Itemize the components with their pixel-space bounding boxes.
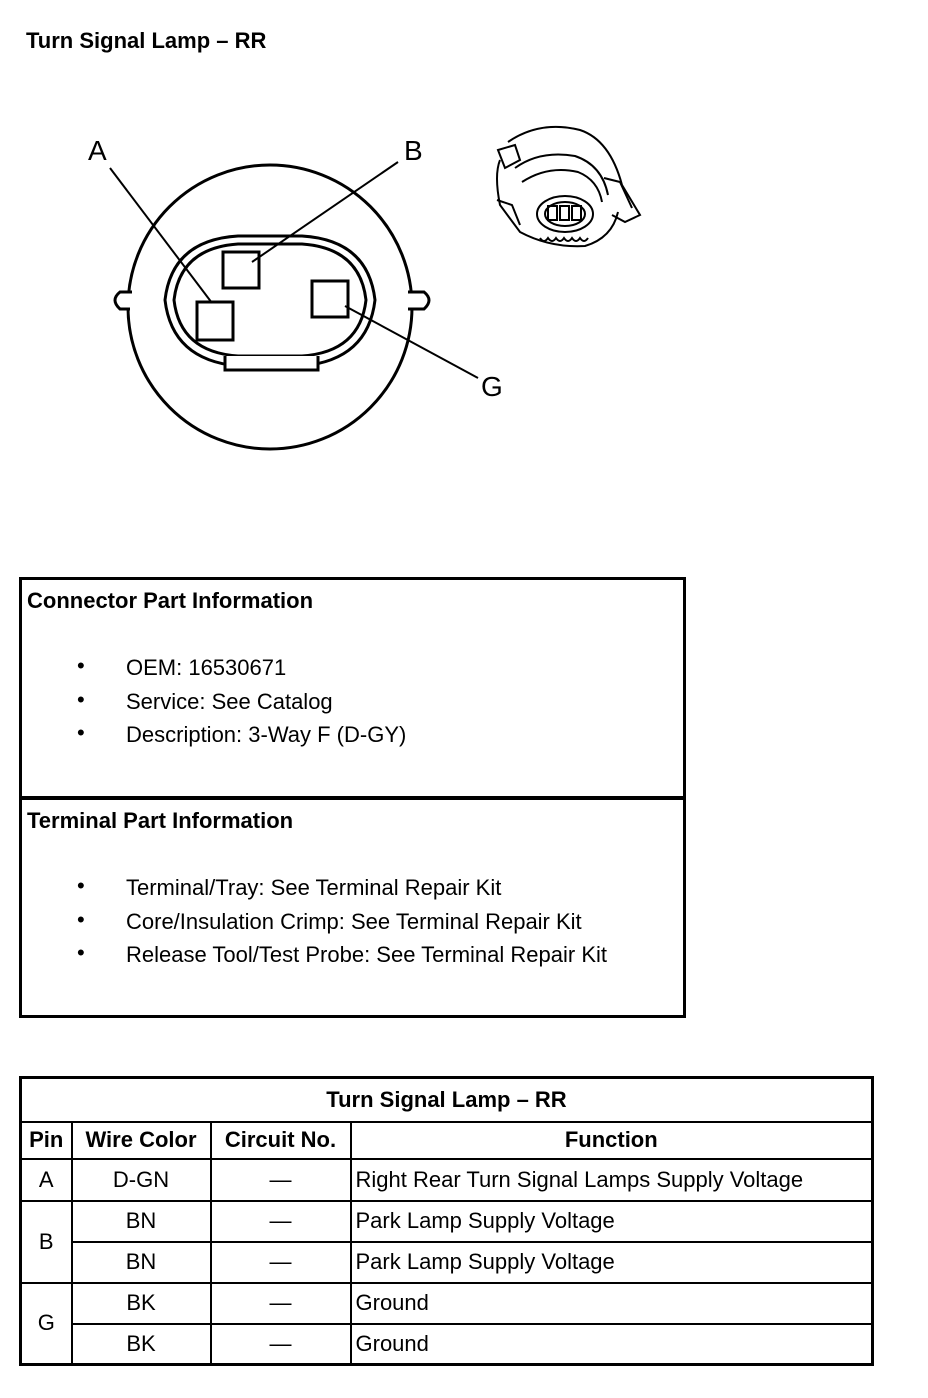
- table-title-row: [21, 1078, 873, 1122]
- connector-face-diagram: [0, 0, 928, 520]
- circuit-cell: —: [211, 1242, 351, 1283]
- terminal-info-list: [22, 875, 683, 976]
- list-item: [22, 655, 683, 689]
- connector-info-heading: Connector Part Information: [27, 588, 314, 613]
- callout-a: A: [88, 135, 107, 166]
- connector-left-tab: [115, 292, 132, 309]
- cavity-b: [223, 252, 259, 288]
- bullet-icon: •: [77, 873, 85, 898]
- circuit-cell: —: [211, 1324, 351, 1365]
- terminal-part-info-box: [19, 797, 686, 1018]
- cavity-a: [197, 302, 233, 340]
- list-item: [22, 686, 683, 723]
- table-row: [21, 1159, 873, 1201]
- circuit-cell: —: [211, 1159, 351, 1201]
- bullet-icon: •: [77, 940, 85, 965]
- pin-cell: B: [21, 1201, 72, 1283]
- function-cell: Right Rear Turn Signal Lamps Supply Voltage: [351, 1159, 873, 1201]
- table-row: [21, 1242, 873, 1283]
- list-item-text: Core/Insulation Crimp: See Terminal Repair Kit: [126, 908, 582, 934]
- function-cell: Park Lamp Supply Voltage: [351, 1201, 873, 1242]
- leader-a: [110, 168, 212, 303]
- wire-color-cell: BK: [72, 1324, 211, 1365]
- connector-info-list: [22, 655, 683, 756]
- list-item: [22, 942, 683, 976]
- circuit-cell: —: [211, 1283, 351, 1324]
- function-cell: Park Lamp Supply Voltage: [351, 1242, 873, 1283]
- list-item-text: OEM: 16530671: [126, 655, 287, 680]
- wire-color-cell: BN: [72, 1242, 211, 1283]
- pin-cell: G: [21, 1283, 72, 1365]
- connector-3d-view: [497, 127, 640, 246]
- table-row: [21, 1201, 873, 1242]
- connector-right-tab: [408, 292, 429, 309]
- column-header-wire-color: Wire Color: [72, 1122, 211, 1159]
- list-item: [22, 875, 683, 909]
- list-item-text: Terminal/Tray: See Terminal Repair Kit: [126, 875, 502, 900]
- wire-color-cell: D-GN: [72, 1159, 211, 1201]
- bullet-icon: •: [77, 653, 85, 678]
- column-header-function: Function: [351, 1122, 873, 1159]
- terminal-info-heading: Terminal Part Information: [27, 808, 294, 833]
- callout-b: B: [404, 135, 423, 166]
- function-cell: Ground: [351, 1324, 873, 1365]
- bullet-icon: •: [77, 686, 85, 712]
- table-title: Turn Signal Lamp – RR: [21, 1078, 873, 1122]
- connector-outer-ring: [128, 165, 412, 449]
- column-header-pin: Pin: [21, 1122, 72, 1159]
- wire-color-cell: BN: [72, 1201, 211, 1242]
- circuit-cell: —: [211, 1201, 351, 1242]
- bullet-icon: •: [77, 906, 85, 932]
- table-row: [21, 1283, 873, 1324]
- function-cell: Ground: [351, 1283, 873, 1324]
- connector-part-info-box: [19, 577, 686, 799]
- pin-table: [19, 1076, 874, 1366]
- cavity-g: [312, 281, 348, 317]
- table-row: [21, 1324, 873, 1365]
- column-header-circuit: Circuit No.: [211, 1122, 351, 1159]
- page-title: Turn Signal Lamp – RR: [26, 28, 267, 53]
- connector-key: [225, 356, 318, 370]
- list-item: [22, 906, 683, 943]
- callout-g: G: [481, 371, 503, 402]
- list-item-text: Service: See Catalog: [126, 688, 333, 714]
- table-header-row: [21, 1122, 873, 1159]
- list-item-text: Description: 3-Way F (D-GY): [126, 722, 407, 747]
- bullet-icon: •: [77, 720, 85, 745]
- list-item-text: Release Tool/Test Probe: See Terminal Repair Kit: [126, 942, 607, 967]
- wire-color-cell: BK: [72, 1283, 211, 1324]
- list-item: [22, 722, 683, 756]
- pin-cell: A: [21, 1159, 72, 1201]
